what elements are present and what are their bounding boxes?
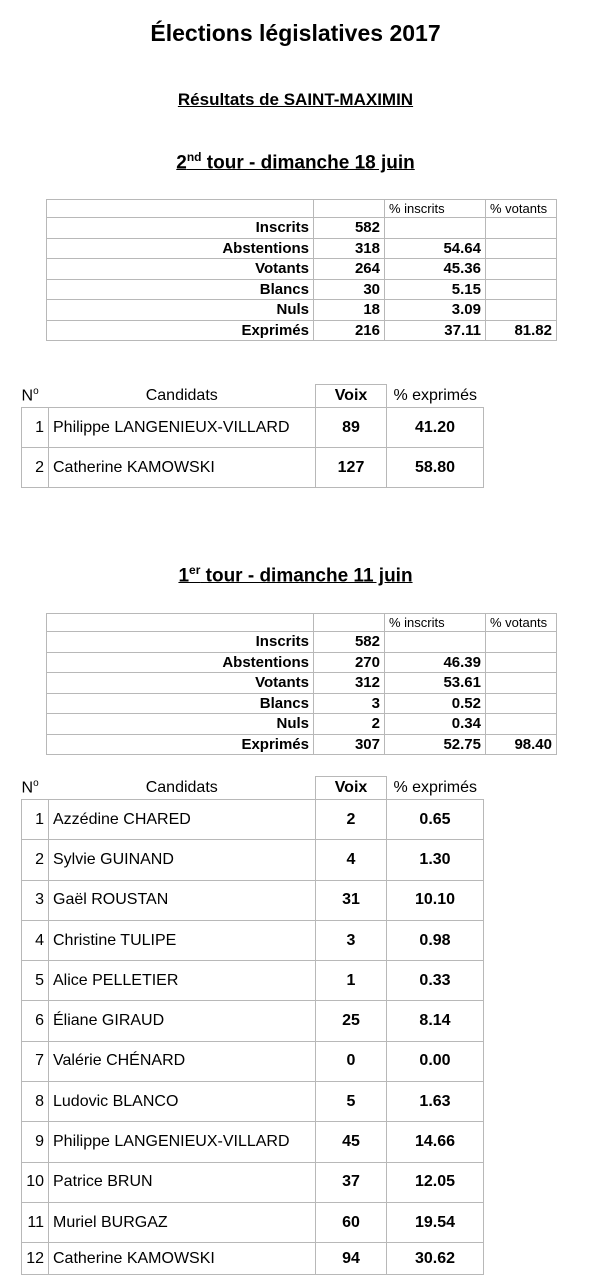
stats-value: 216: [314, 320, 385, 341]
stats-pct-votants: [486, 218, 557, 239]
stats-pct-inscrits: 0.34: [385, 714, 486, 735]
stats-header-pct-inscrits: % inscrits: [385, 200, 486, 218]
stats-pct-votants: [486, 693, 557, 714]
candidate-number: 1: [22, 800, 49, 840]
candidate-voix: 89: [316, 408, 387, 448]
stats-header-pct-votants: % votants: [486, 614, 557, 632]
candidate-voix: 2: [316, 800, 387, 840]
header-number: $N^o$: [21, 386, 39, 405]
stats-pct-inscrits: [385, 218, 486, 239]
header-candidats: Candidats: [145, 386, 218, 404]
stats-value: 264: [314, 259, 385, 280]
stats-value: 312: [314, 673, 385, 694]
candidate-number: 7: [22, 1041, 49, 1081]
candidate-row: [22, 1162, 484, 1202]
candidate-row: [22, 880, 484, 920]
candidate-voix: 94: [316, 1243, 387, 1275]
candidate-row: [22, 1202, 484, 1242]
stats-header-empty: [47, 614, 314, 632]
candidate-pct: 41.20: [387, 408, 484, 448]
stats-pct-inscrits: 54.64: [385, 238, 486, 259]
candidate-name: Catherine KAMOWSKI: [49, 1243, 316, 1275]
candidate-name: Philippe LANGENIEUX-VILLARD: [49, 408, 316, 448]
stats-pct-inscrits: 5.15: [385, 279, 486, 300]
stats-row: [47, 693, 557, 714]
candidate-number: 11: [22, 1202, 49, 1242]
candidate-row: [22, 961, 484, 1001]
candidate-number: 3: [22, 880, 49, 920]
round2-title-rest: tour - dimanche 18 juin: [201, 152, 415, 174]
round2-title-num: 2: [176, 152, 187, 174]
stats-label: Votants: [47, 259, 314, 280]
candidate-pct: 0.33: [387, 961, 484, 1001]
stats-header-empty: [314, 200, 385, 218]
candidate-pct: 8.14: [387, 1001, 484, 1041]
stats-pct-inscrits: 45.36: [385, 259, 486, 280]
stats-header-row: [47, 200, 557, 218]
stats-pct-votants: [486, 673, 557, 694]
candidate-number: 2: [22, 448, 49, 488]
candidate-pct: 19.54: [387, 1202, 484, 1242]
stats-label: Nuls: [47, 714, 314, 735]
stats-pct-votants: [486, 632, 557, 653]
stats-row: [47, 218, 557, 239]
stats-pct-inscrits: 46.39: [385, 652, 486, 673]
stats-value: 582: [314, 632, 385, 653]
candidate-voix: 5: [316, 1082, 387, 1122]
candidate-row: [22, 1122, 484, 1162]
stats-header-row: [47, 614, 557, 632]
stats-pct-votants: [486, 238, 557, 259]
candidate-pct: 0.00: [387, 1041, 484, 1081]
stats-label: Abstentions: [47, 652, 314, 673]
candidate-voix: 37: [316, 1162, 387, 1202]
candidate-row: [22, 1041, 484, 1081]
candidate-voix: 1: [316, 961, 387, 1001]
round1-title-sup: er: [189, 563, 201, 577]
stats-value: 3: [314, 693, 385, 714]
candidate-pct: 1.30: [387, 840, 484, 880]
candidate-pct: 0.65: [387, 800, 484, 840]
stats-row: [47, 673, 557, 694]
stats-label: Abstentions: [47, 238, 314, 259]
stats-label: Exprimés: [47, 320, 314, 341]
candidate-name: Sylvie GUINAND: [49, 840, 316, 880]
stats-label: Nuls: [47, 300, 314, 321]
candidate-voix: 60: [316, 1202, 387, 1242]
candidate-name: Muriel BURGAZ: [49, 1202, 316, 1242]
stats-pct-votants: [486, 279, 557, 300]
stats-pct-inscrits: 0.52: [385, 693, 486, 714]
candidate-number: 9: [22, 1122, 49, 1162]
stats-pct-votants: [486, 652, 557, 673]
stats-value: 307: [314, 734, 385, 755]
stats-header-pct-votants: % votants: [486, 200, 557, 218]
stats-row: [47, 238, 557, 259]
stats-value: 18: [314, 300, 385, 321]
header-voix: Voix: [316, 777, 387, 800]
candidate-voix: 3: [316, 920, 387, 960]
stats-label: Exprimés: [47, 734, 314, 755]
candidate-voix: 45: [316, 1122, 387, 1162]
stats-pct-votants: [486, 300, 557, 321]
candidate-pct: 30.62: [387, 1243, 484, 1275]
stats-label: Inscrits: [47, 632, 314, 653]
header-pct-exprimes: % exprimés: [393, 386, 478, 404]
stats-header-pct-inscrits: % inscrits: [385, 614, 486, 632]
candidate-name: Valérie CHÉNARD: [49, 1041, 316, 1081]
header-voix: Voix: [316, 385, 387, 408]
candidate-number: 5: [22, 961, 49, 1001]
stats-value: 30: [314, 279, 385, 300]
stats-label: Votants: [47, 673, 314, 694]
candidate-voix: 4: [316, 840, 387, 880]
stats-pct-inscrits: [385, 632, 486, 653]
stats-pct-votants: 81.82: [486, 320, 557, 341]
candidate-pct: 14.66: [387, 1122, 484, 1162]
candidate-row: [22, 1082, 484, 1122]
candidate-voix: 127: [316, 448, 387, 488]
stats-pct-votants: [486, 714, 557, 735]
stats-value: 2: [314, 714, 385, 735]
round1-stats-table: [46, 613, 557, 755]
page-title: Élections législatives 2017: [150, 20, 441, 46]
stats-row: [47, 734, 557, 755]
round2-candidates-table: [21, 384, 484, 488]
stats-header-empty: [314, 614, 385, 632]
candidate-row: [22, 1243, 484, 1275]
candidate-number: 10: [22, 1162, 49, 1202]
candidate-number: 2: [22, 840, 49, 880]
candidate-name: Christine TULIPE: [49, 920, 316, 960]
candidate-row: [22, 920, 484, 960]
round1-title-num: 1: [178, 565, 190, 587]
candidate-pct: 10.10: [387, 880, 484, 920]
round2-stats-table: [46, 199, 557, 341]
header-number: $N^o$: [21, 778, 39, 797]
candidate-voix: 0: [316, 1041, 387, 1081]
candidate-number: 6: [22, 1001, 49, 1041]
candidate-row: [22, 800, 484, 840]
stats-header-empty: [47, 200, 314, 218]
candidate-pct: 0.98: [387, 920, 484, 960]
stats-pct-inscrits: 3.09: [385, 300, 486, 321]
stats-row: [47, 632, 557, 653]
candidate-name: Patrice BRUN: [49, 1162, 316, 1202]
candidate-pct: 1.63: [387, 1082, 484, 1122]
round2-title: [0, 150, 591, 174]
candidate-number: 12: [22, 1243, 49, 1275]
candidate-name: Ludovic BLANCO: [49, 1082, 316, 1122]
stats-row: [47, 279, 557, 300]
candidate-row: [22, 448, 484, 488]
candidate-name: Azzédine CHARED: [49, 800, 316, 840]
page-subtitle: Résultats de SAINT-MAXIMIN: [177, 90, 414, 109]
stats-pct-inscrits: 37.11: [385, 320, 486, 341]
candidate-name: Gaël ROUSTAN: [49, 880, 316, 920]
stats-label: Inscrits: [47, 218, 314, 239]
candidate-number: 4: [22, 920, 49, 960]
candidate-voix: 31: [316, 880, 387, 920]
stats-pct-inscrits: 53.61: [385, 673, 486, 694]
candidate-name: Catherine KAMOWSKI: [49, 448, 316, 488]
candidate-name: Philippe LANGENIEUX-VILLARD: [49, 1122, 316, 1162]
stats-row: [47, 300, 557, 321]
stats-row: [47, 259, 557, 280]
candidate-row: [22, 408, 484, 448]
stats-row: [47, 714, 557, 735]
stats-value: 270: [314, 652, 385, 673]
candidates-header-row: [22, 777, 484, 800]
candidate-row: [22, 1001, 484, 1041]
stats-pct-inscrits: 52.75: [385, 734, 486, 755]
candidates-header-row: [22, 385, 484, 408]
candidate-row: [22, 840, 484, 880]
stats-label: Blancs: [47, 693, 314, 714]
stats-value: 318: [314, 238, 385, 259]
stats-label: Blancs: [47, 279, 314, 300]
candidate-pct: 58.80: [387, 448, 484, 488]
header-pct-exprimes: % exprimés: [393, 778, 478, 796]
stats-pct-votants: [486, 259, 557, 280]
header-candidats: Candidats: [145, 778, 218, 796]
round1-title: [0, 563, 591, 587]
candidate-number: 1: [22, 408, 49, 448]
stats-pct-votants: 98.40: [486, 734, 557, 755]
candidate-voix: 25: [316, 1001, 387, 1041]
candidate-number: 8: [22, 1082, 49, 1122]
candidate-pct: 12.05: [387, 1162, 484, 1202]
round1-candidates-table: [21, 776, 484, 1275]
stats-value: 582: [314, 218, 385, 239]
candidate-name: Alice PELLETIER: [49, 961, 316, 1001]
stats-row: [47, 652, 557, 673]
round1-title-rest: tour - dimanche 11 juin: [200, 565, 413, 587]
stats-row: [47, 320, 557, 341]
round2-title-sup: nd: [186, 150, 202, 164]
candidate-name: Éliane GIRAUD: [49, 1001, 316, 1041]
